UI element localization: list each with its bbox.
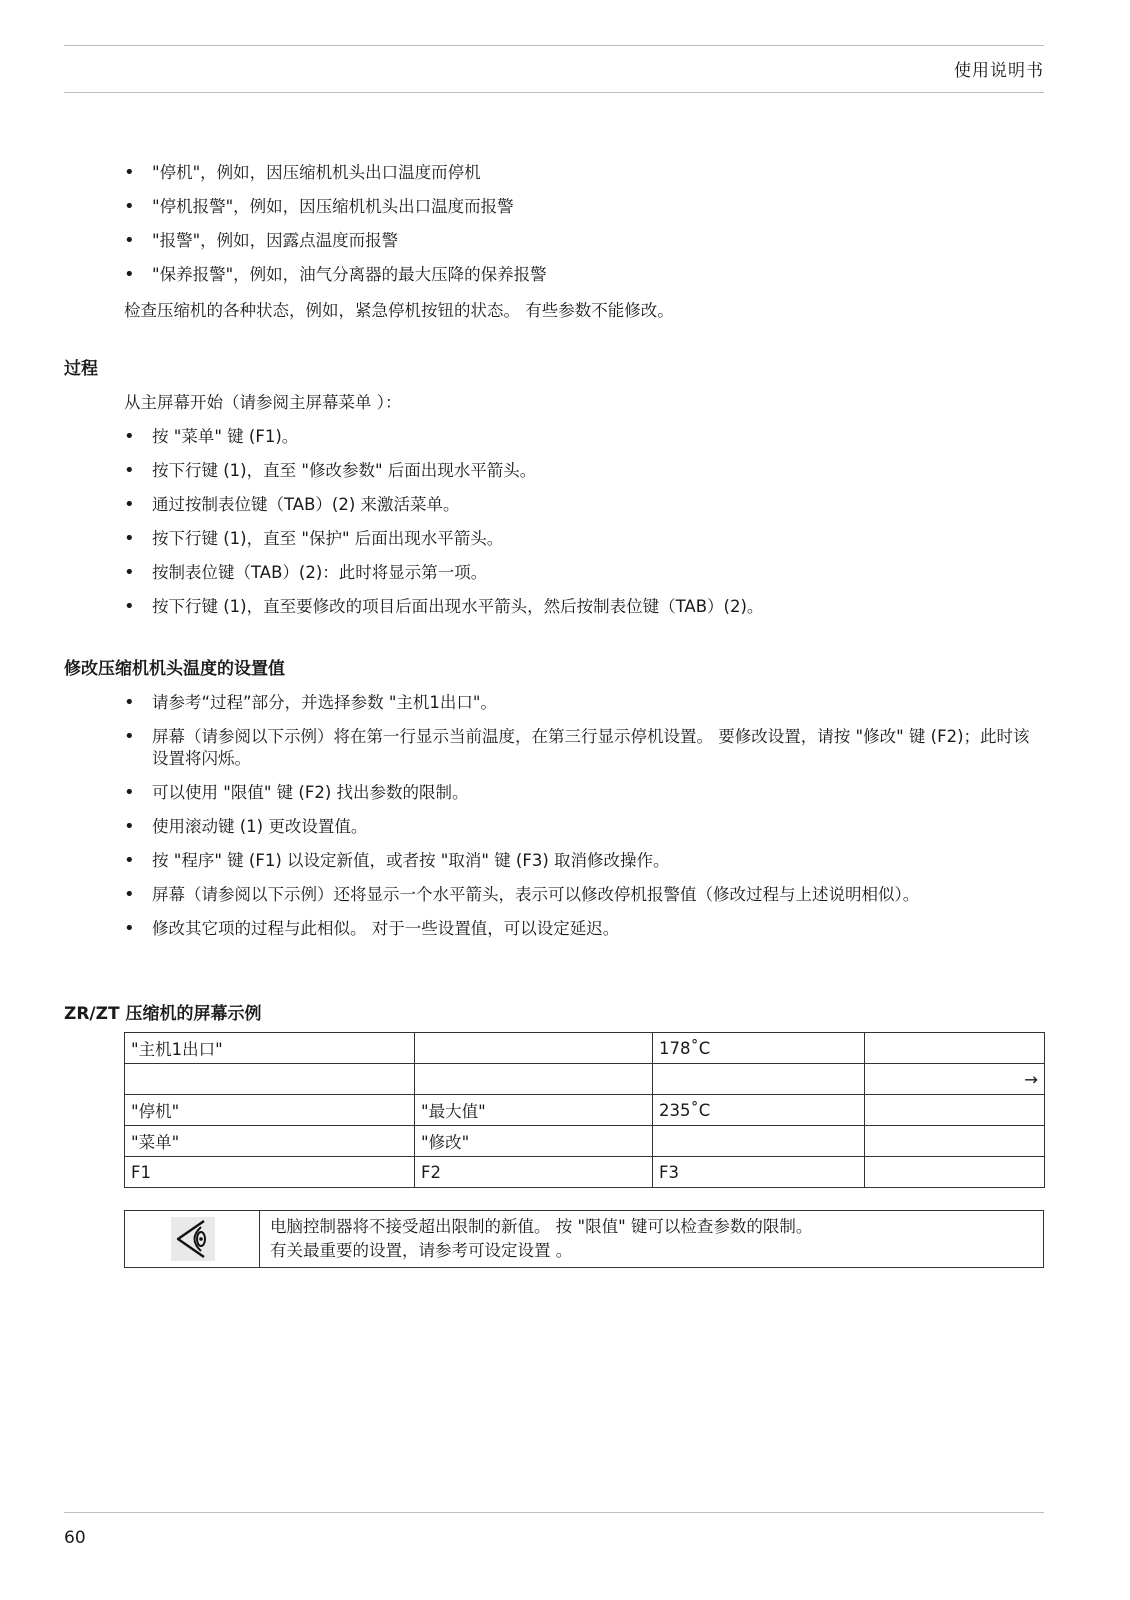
procedure-lead: 从主屏幕开始（请参阅主屏幕菜单 ）： [124,393,402,412]
eye-icon [171,1217,215,1261]
table-cell [653,1126,865,1157]
list-item: • 按下行键 (1)，直至 "保护" 后面出现水平箭头。 [124,528,1044,550]
table-cell: "最大值" [415,1095,653,1126]
footer-rule [64,1512,1044,1513]
table-cell [125,1064,415,1095]
list-item: • 按下行键 (1)，直至 "修改参数" 后面出现水平箭头。 [124,460,1044,482]
table-cell [653,1064,865,1095]
table-row [125,1126,1045,1157]
table-cell: F3 [653,1157,865,1188]
list-item: • 屏幕（请参阅以下示例）将在第一行显示当前温度，在第三行显示停机设置。 要修改设置，请按 "修改" 键 (F2)；此时该设置将闪烁。 [124,726,1044,770]
list-item: • "报警"，例如，因露点温度而报警 [124,230,1044,252]
header-title: 使用说明书 [954,61,1044,81]
table-cell: "主机1出口" [125,1033,415,1064]
table-cell [865,1033,1045,1064]
table-row [125,1064,1045,1095]
example-heading: ZR/ZT 压缩机的屏幕示例 [64,1004,262,1024]
list-item: • 按下行键 (1)，直至要修改的项目后面出现水平箭头，然后按制表位键（TAB）(2)。 [124,596,1044,618]
procedure-step-list [124,426,1044,630]
table-cell: F2 [415,1157,653,1188]
note-line: 有关最重要的设置，请参考可设定设置 。 [270,1241,573,1260]
note-line: 电脑控制器将不接受超出限制的新值。 按 "限值" 键可以检查参数的限制。 [270,1217,813,1236]
list-item: • 按 "菜单" 键 (F1)。 [124,426,1044,448]
table-cell [865,1095,1045,1126]
table-cell: "修改" [415,1126,653,1157]
modify-heading: 修改压缩机机头温度的设置值 [64,659,285,679]
list-item: • "保养报警"，例如，油气分离器的最大压降的保养报警 [124,264,1044,286]
table-cell: "停机" [125,1095,415,1126]
eye-icon-graphic [171,1217,215,1261]
table-cell: F1 [125,1157,415,1188]
list-item: • 屏幕（请参阅以下示例）还将显示一个水平箭头，表示可以修改停机报警值（修改过程与上述说明相似）。 [124,884,1044,906]
list-item: • 按制表位键（TAB）(2)：此时将显示第一项。 [124,562,1044,584]
note-icon-cell [125,1211,260,1267]
table-cell: 178˚C [653,1033,865,1064]
table-cell: 235˚C [653,1095,865,1126]
arrow-right-icon: → [865,1064,1045,1095]
table-row [125,1095,1045,1126]
page-number: 60 [64,1528,86,1548]
note-text [270,1215,812,1263]
list-item: • 使用滚动键 (1) 更改设置值。 [124,816,1044,838]
table-row [125,1157,1045,1188]
intro-bullet-list [124,162,1044,298]
list-item: • "停机"，例如，因压缩机机头出口温度而停机 [124,162,1044,184]
intro-paragraph: 检查压缩机的各种状态，例如，紧急停机按钮的状态。 有些参数不能修改。 [124,301,674,320]
list-item: • 可以使用 "限值" 键 (F2) 找出参数的限制。 [124,782,1044,804]
procedure-heading: 过程 [64,359,98,379]
header-rule-bottom [64,92,1044,93]
table-cell [415,1033,653,1064]
list-item: • 按 "程序" 键 (F1) 以设定新值，或者按 "取消" 键 (F3) 取消修改操作。 [124,850,1044,872]
list-item: • 通过按制表位键（TAB）(2) 来激活菜单。 [124,494,1044,516]
list-item: • 修改其它项的过程与此相似。 对于一些设置值，可以设定延迟。 [124,918,1044,940]
list-item: • 请参考“过程”部分，并选择参数 "主机1出口"。 [124,692,1044,714]
table-row [125,1033,1045,1064]
note-box [124,1210,1044,1268]
header-rule-top [64,45,1044,46]
table-cell: "菜单" [125,1126,415,1157]
table-cell [865,1126,1045,1157]
modify-step-list [124,692,1044,952]
list-item: • "停机报警"，例如，因压缩机机头出口温度而报警 [124,196,1044,218]
screen-example-table [124,1032,1045,1188]
table-cell [415,1064,653,1095]
table-cell [865,1157,1045,1188]
